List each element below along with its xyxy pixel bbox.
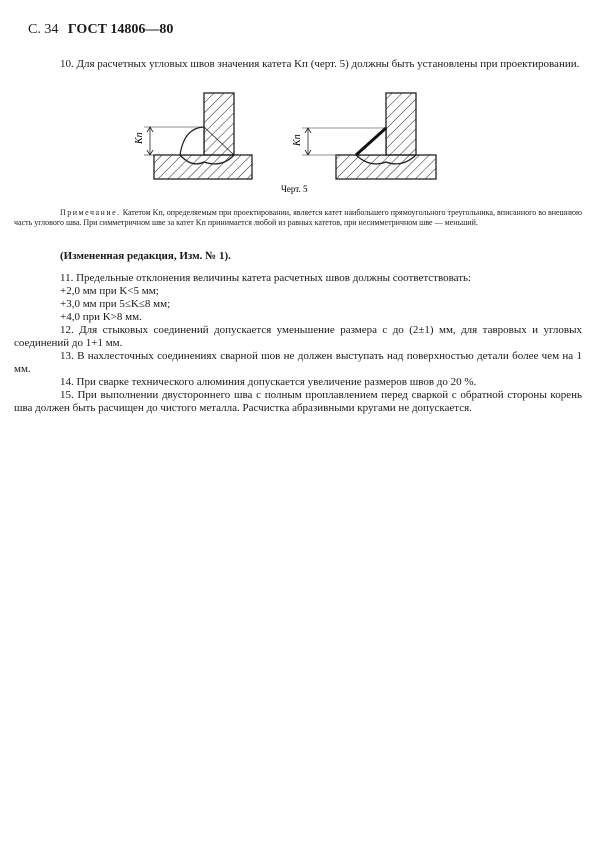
kp-label-left: Кп [134,132,145,144]
asymmetric-weld-drawing [292,93,436,179]
vertical-plate-right [386,93,416,155]
standard-title: ГОСТ 14806—80 [67,22,174,37]
item-14: 14. При сварке технического алюминия допускается увеличение размеров швов до 20 %. [60,376,477,388]
symmetric-weld-drawing [134,93,252,179]
weld-bead-left [180,127,204,155]
note-text: Катетом Kп, определяемым при проектировании, является катет наибольшего прямоугольного треугольника, вписанного во внешнюю часть углового шва. При симметричном шве за катет Kп принимается любой из равных катетов, при несимметричном шве — меньший. [14,208,582,227]
base-plate-left [154,155,252,179]
page-number: С. 34 [28,22,59,37]
vertical-plate-left [204,93,234,155]
kp-label-right: Кп [292,134,303,146]
item-15: 15. При выполнении двустороннего шва с полным проплавлением перед сваркой с обратной стороны корень шва должен быть расчищен до чистого металла. Расчистка абразивными кругами не допускается. [14,389,582,414]
tolerance-line: +4,0 при K>8 мм. [60,311,142,323]
note-lead: Примечание. [60,208,121,217]
page-header [28,22,173,38]
item-13: 13. В нахлесточных соединениях сварной шов не должен выступать над поверхностью детали более чем на 1 мм. [14,350,582,375]
amendment-note: (Измененная редакция, Изм. № 1). [60,250,231,262]
base-plate-right [336,155,436,179]
figure-weld-drawing [100,88,460,200]
item-11: 11. Предельные отклонения величины катета расчетных швов должны соответствовать: [60,272,472,284]
figure-caption: Черт. 5 [281,184,308,194]
note [14,208,582,228]
item-12: 12. Для стыковых соединений допускается уменьшение размера c до (2±1) мм, для тавровых и угловых соединений до 1+1 мм. [14,324,582,349]
tolerance-line: +3,0 мм при 5≤K≤8 мм; [60,298,171,310]
item-10: 10. Для расчетных угловых швов значения катета Kп (черт. 5) должны быть установлены при проектировании. [60,58,580,70]
tolerance-line: +2,0 мм при K<5 мм; [60,285,159,297]
